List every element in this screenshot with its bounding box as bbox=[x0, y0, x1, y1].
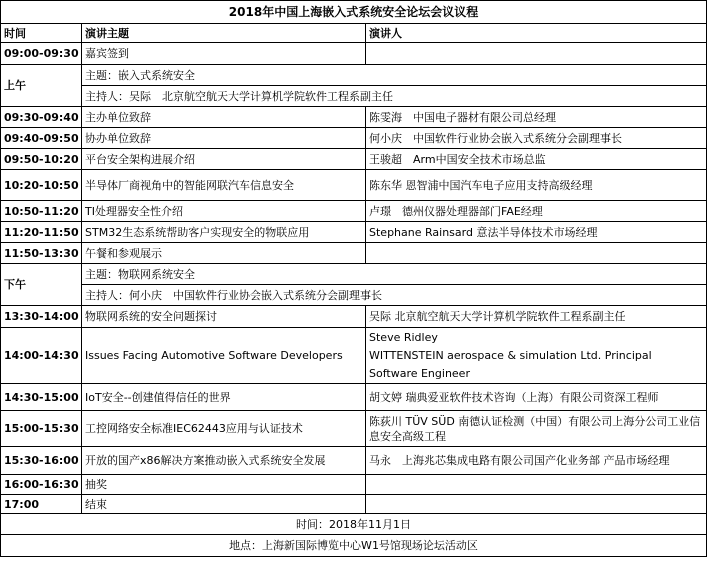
table-row bbox=[1, 128, 707, 149]
row-speaker: 陈雯海 中国电子器材有限公司总经理 bbox=[366, 107, 707, 128]
row-speaker: 陈荻川 TÜV SÜD 南德认证检测（中国）有限公司上海分公司工业信息安全高级工程 bbox=[366, 411, 707, 447]
row-time: 14:00-14:30 bbox=[1, 328, 82, 384]
row-topic: 协办单位致辞 bbox=[82, 128, 366, 149]
row-topic: 午餐和参观展示 bbox=[82, 243, 366, 264]
row-topic: IoT安全--创建值得信任的世界 bbox=[82, 384, 366, 411]
table-row bbox=[1, 149, 707, 170]
row-topic: Issues Facing Automotive Software Developers bbox=[82, 328, 366, 384]
row-time: 13:30-14:00 bbox=[1, 306, 82, 328]
row-speaker: 陈东华 恩智浦中国汽车电子应用支持高级经理 bbox=[366, 170, 707, 201]
session-label-morning: 上午 bbox=[1, 65, 82, 107]
session-theme-afternoon: 主题：物联网系统安全 bbox=[82, 264, 707, 285]
row-speaker: 何小庆 中国软件行业协会嵌入式系统分会副理事长 bbox=[366, 128, 707, 149]
row-time: 10:20-10:50 bbox=[1, 170, 82, 201]
footer-date-row bbox=[1, 514, 707, 535]
row-speaker: 胡文婷 瑞典爱亚软件技术咨询（上海）有限公司资深工程师 bbox=[366, 384, 707, 411]
table-row bbox=[1, 243, 707, 264]
row-topic: 物联网系统的安全问题探讨 bbox=[82, 306, 366, 328]
table-row bbox=[1, 201, 707, 222]
row-time: 09:00-09:30 bbox=[1, 43, 82, 65]
footer-location-row bbox=[1, 535, 707, 557]
row-topic: 嘉宾签到 bbox=[82, 43, 366, 65]
row-speaker: 卢璟 德州仪器处理器部门FAE经理 bbox=[366, 201, 707, 222]
table-row bbox=[1, 384, 707, 411]
row-time: 15:00-15:30 bbox=[1, 411, 82, 447]
row-time: 09:40-09:50 bbox=[1, 128, 82, 149]
session-host-afternoon: 主持人：何小庆 中国软件行业协会嵌入式系统分会副理事长 bbox=[82, 285, 707, 306]
row-speaker: Stephane Rainsard 意法半导体技术市场经理 bbox=[366, 222, 707, 243]
table-row bbox=[1, 306, 707, 328]
row-speaker bbox=[366, 495, 707, 514]
table-row bbox=[1, 222, 707, 243]
header-speaker: 演讲人 bbox=[366, 24, 707, 43]
row-speaker: 王骏超 Arm中国安全技术市场总监 bbox=[366, 149, 707, 170]
session-theme-row bbox=[1, 65, 707, 86]
table-row bbox=[1, 170, 707, 201]
row-time: 11:20-11:50 bbox=[1, 222, 82, 243]
row-time: 17:00 bbox=[1, 495, 82, 514]
row-speaker bbox=[366, 475, 707, 495]
session-host-morning: 主持人：吴际 北京航空航天大学计算机学院软件工程系副主任 bbox=[82, 86, 707, 107]
page-title: 2018年中国上海嵌入式系统安全论坛会议议程 bbox=[1, 1, 707, 24]
row-time: 15:30-16:00 bbox=[1, 447, 82, 475]
row-time: 14:30-15:00 bbox=[1, 384, 82, 411]
table-row bbox=[1, 43, 707, 65]
event-location: 地点：上海新国际博览中心W1号馆现场论坛活动区 bbox=[1, 535, 707, 557]
row-topic: 主办单位致辞 bbox=[82, 107, 366, 128]
row-topic: 工控网络安全标准IEC62443应用与认证技术 bbox=[82, 411, 366, 447]
row-speaker bbox=[366, 43, 707, 65]
row-topic: TI处理器安全性介绍 bbox=[82, 201, 366, 222]
row-time: 09:50-10:20 bbox=[1, 149, 82, 170]
speaker-title: WITTENSTEIN aerospace & simulation Ltd. Principal Software Engineer bbox=[369, 348, 652, 380]
session-host-row bbox=[1, 285, 707, 306]
header-time: 时间 bbox=[1, 24, 82, 43]
row-time: 16:00-16:30 bbox=[1, 475, 82, 495]
session-theme-morning: 主题：嵌入式系统安全 bbox=[82, 65, 707, 86]
row-topic: 开放的国产x86解决方案推动嵌入式系统安全发展 bbox=[82, 447, 366, 475]
row-time: 11:50-13:30 bbox=[1, 243, 82, 264]
row-topic: STM32生态系统帮助客户实现安全的物联应用 bbox=[82, 222, 366, 243]
row-speaker: 吴际 北京航空航天大学计算机学院软件工程系副主任 bbox=[366, 306, 707, 328]
table-row bbox=[1, 107, 707, 128]
row-topic: 抽奖 bbox=[82, 475, 366, 495]
speaker-name: Steve Ridley bbox=[369, 330, 438, 344]
row-speaker bbox=[366, 243, 707, 264]
table-row bbox=[1, 495, 707, 514]
header-topic: 演讲主题 bbox=[82, 24, 366, 43]
title-row bbox=[1, 1, 707, 24]
row-speaker: 马永 上海兆芯集成电路有限公司国产化业务部 产品市场经理 bbox=[366, 447, 707, 475]
table-row bbox=[1, 411, 707, 447]
row-time: 09:30-09:40 bbox=[1, 107, 82, 128]
session-theme-row bbox=[1, 264, 707, 285]
row-time: 10:50-11:20 bbox=[1, 201, 82, 222]
row-topic: 结束 bbox=[82, 495, 366, 514]
table-row bbox=[1, 447, 707, 475]
session-label-afternoon: 下午 bbox=[1, 264, 82, 306]
table-row bbox=[1, 475, 707, 495]
header-row bbox=[1, 24, 707, 43]
table-row bbox=[1, 328, 707, 384]
row-topic: 平台安全架构进展介绍 bbox=[82, 149, 366, 170]
session-host-row bbox=[1, 86, 707, 107]
event-date: 时间：2018年11月1日 bbox=[1, 514, 707, 535]
row-topic: 半导体厂商视角中的智能网联汽车信息安全 bbox=[82, 170, 366, 201]
row-speaker bbox=[366, 328, 707, 384]
